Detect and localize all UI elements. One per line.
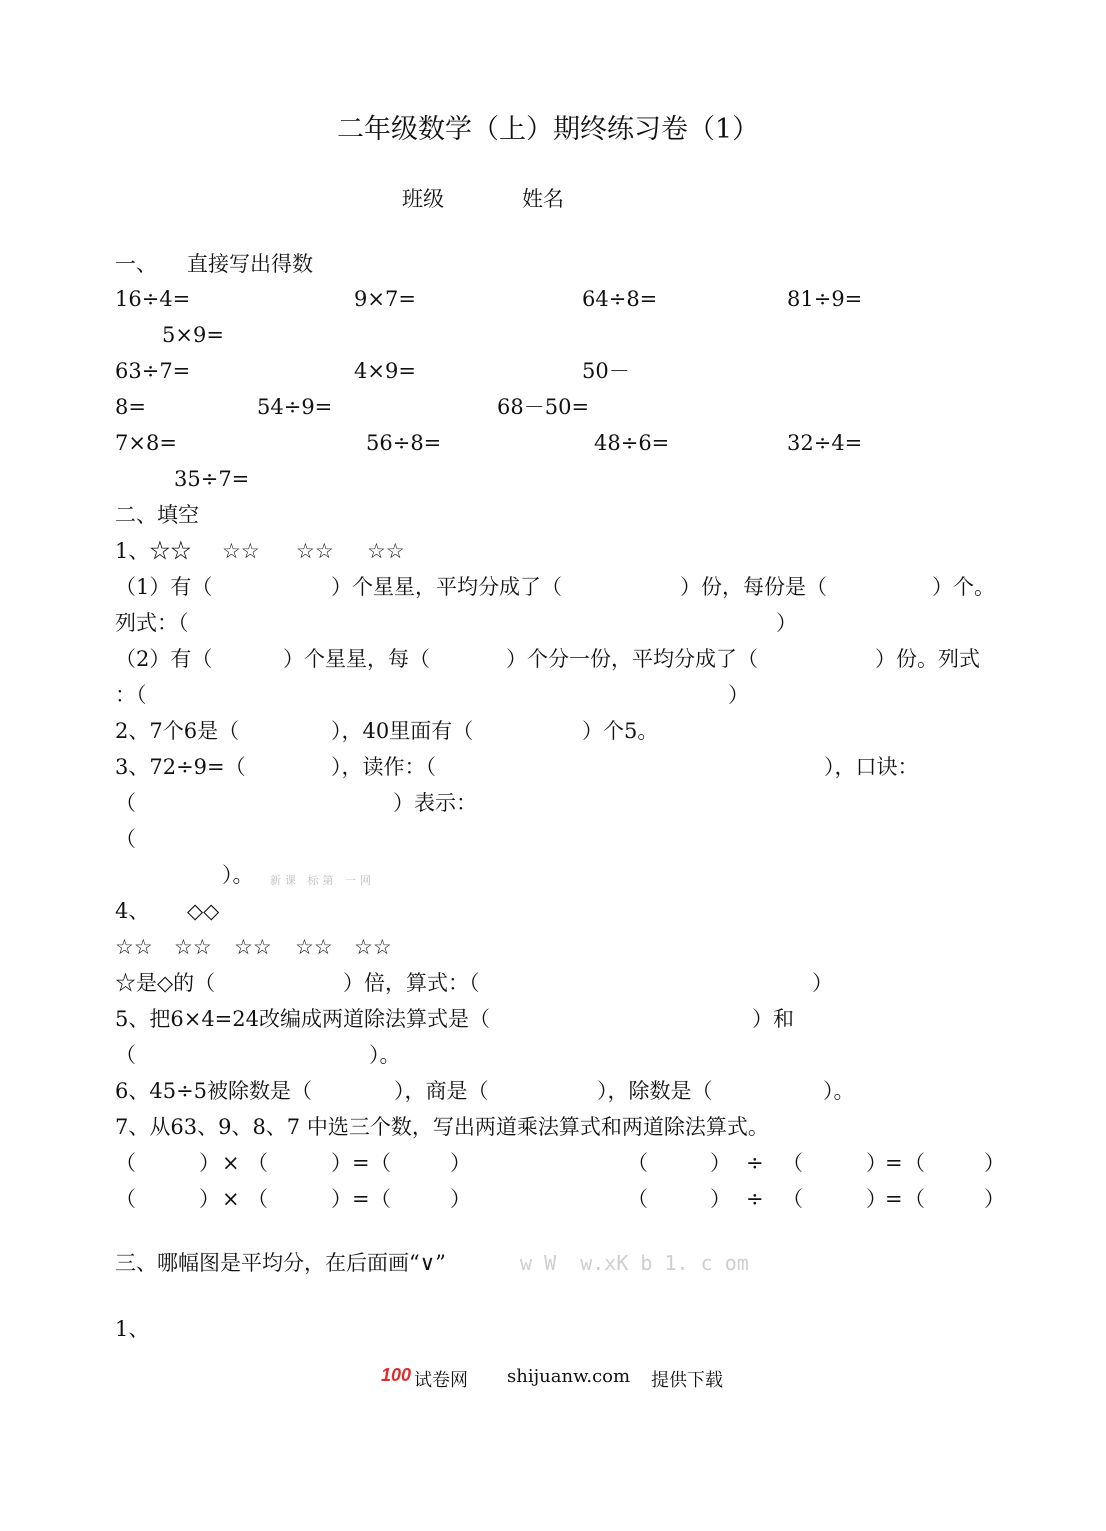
calc-item: 8= — [115, 395, 146, 419]
q4-text: ☆是◇的（ — [115, 971, 216, 995]
q3-text: ），口诀： — [824, 755, 919, 779]
calc-item: 9×7= — [354, 287, 416, 311]
q1-1-formula: 列式：（ — [115, 611, 189, 635]
q7-blank: （ — [627, 1151, 648, 1175]
q7-equals: = — [885, 1187, 903, 1211]
q7-blank: （ — [115, 1187, 136, 1211]
q4-stars: ☆☆ — [115, 935, 153, 959]
q6-text: ），除数是（ — [597, 1079, 713, 1103]
section2-heading: 二、填空 — [115, 503, 199, 527]
q4-diamonds: ◇◇ — [187, 899, 220, 923]
q7-blank: （ — [782, 1187, 803, 1211]
section1-heading: 直接写出得数 — [187, 252, 313, 276]
q4-number: 4、 — [115, 899, 150, 923]
q7-blank: （ — [115, 1151, 136, 1175]
q7-blank: ） — [199, 1187, 220, 1211]
q1-2-text: ）份。列式 — [875, 647, 980, 671]
site-logo-icon: 100 — [381, 1365, 412, 1385]
q7-blank: （ — [247, 1187, 268, 1211]
q7-operator: × — [222, 1187, 240, 1211]
q7-blank: （ — [904, 1151, 925, 1175]
q7-blank: ） — [866, 1151, 887, 1175]
calc-item: 4×9= — [354, 359, 416, 383]
q1-stars: 1、☆☆ — [115, 539, 192, 563]
q1-2-formula: ） — [728, 683, 749, 707]
watermark: w W w.xK b 1. c om — [520, 1251, 749, 1275]
q7-blank: （ — [370, 1151, 391, 1175]
q7-operator: ÷ — [746, 1187, 764, 1211]
q7-blank: （ — [247, 1151, 268, 1175]
q7-blank: ） — [710, 1187, 731, 1211]
q1-1-text: （1）有（ — [115, 575, 213, 599]
calc-item: 16÷4= — [115, 287, 191, 311]
footer-domain: shijuanw.com — [507, 1366, 631, 1387]
q7-blank: ） — [450, 1187, 471, 1211]
calc-item: 56÷8= — [366, 431, 442, 455]
class-label: 班级 — [402, 187, 444, 211]
page-title: 二年级数学（上）期终练习卷（1） — [337, 114, 760, 145]
q3-text: ），读作：（ — [331, 755, 436, 779]
q5-text: （ — [115, 1043, 136, 1067]
calc-item: 48÷6= — [594, 431, 670, 455]
q7-blank: （ — [782, 1151, 803, 1175]
q6-text: ），商是（ — [394, 1079, 489, 1103]
q7-blank: ） — [331, 1151, 352, 1175]
q7-blank: （ — [370, 1187, 391, 1211]
calc-item: 5×9= — [162, 323, 224, 347]
q7-operator: × — [222, 1151, 240, 1175]
footer-site-name: 试卷网 — [414, 1370, 468, 1391]
q4-stars: ☆☆ — [234, 935, 272, 959]
q7-blank: ） — [710, 1151, 731, 1175]
q3-text: （ — [115, 791, 136, 815]
q1-1-text: ）个星星，平均分成了（ — [331, 575, 562, 599]
q2-text: 2、7个6是（ — [115, 719, 240, 743]
section3-q1: 1、 — [115, 1317, 150, 1341]
q7-equals: = — [352, 1151, 370, 1175]
q1-2-text: ）个星星，每（ — [283, 647, 430, 671]
q1-1-formula: ） — [776, 611, 797, 635]
calc-item: 50－ — [582, 359, 630, 383]
q4-stars: ☆☆ — [174, 935, 212, 959]
q6-text: 6、45÷5被除数是（ — [115, 1079, 313, 1103]
watermark-small: 新课 标第 一网 — [270, 874, 375, 887]
q5-text: ）和 — [752, 1007, 794, 1031]
calc-item: 64÷8= — [582, 287, 658, 311]
calc-item: 63÷7= — [115, 359, 191, 383]
q7-blank: ） — [984, 1187, 1005, 1211]
q1-2-text: ）个分一份，平均分成了（ — [506, 647, 758, 671]
q5-text: 5、把6×4=24改编成两道除法算式是（ — [115, 1007, 490, 1031]
calc-item: 32÷4= — [787, 431, 863, 455]
q5-text: ）。 — [369, 1043, 401, 1067]
section1-number: 一、 — [115, 252, 157, 276]
q4-stars: ☆☆ — [354, 935, 392, 959]
calc-item: 54÷9= — [257, 395, 333, 419]
q3-text: 3、72÷9=（ — [115, 755, 246, 779]
q6-text: ）。 — [823, 1079, 855, 1103]
q1-1-text: ）个。 — [932, 575, 995, 599]
q3-text: ）。 — [222, 863, 254, 887]
q1-stars: ☆☆ — [296, 539, 334, 563]
q1-stars: ☆☆ — [367, 539, 405, 563]
q1-2-formula: ：（ — [115, 683, 147, 707]
q7-blank: （ — [904, 1187, 925, 1211]
q2-text: ）个5。 — [582, 719, 659, 743]
calc-item: 7×8= — [115, 431, 177, 455]
q7-blank: ） — [984, 1151, 1005, 1175]
q7-text: 7、从63、9、8、7 中选三个数，写出两道乘法算式和两道除法算式。 — [115, 1115, 769, 1139]
q7-blank: ） — [331, 1187, 352, 1211]
q4-text: ）倍，算式：（ — [343, 971, 480, 995]
q7-blank: （ — [627, 1187, 648, 1211]
q7-equals: = — [352, 1187, 370, 1211]
q3-text: （ — [115, 827, 136, 851]
q4-text: ） — [812, 971, 833, 995]
q2-text: ），40里面有（ — [331, 719, 474, 743]
q1-2-text: （2）有（ — [115, 647, 213, 671]
q7-blank: ） — [450, 1151, 471, 1175]
q1-1-text: ）份，每份是（ — [680, 575, 827, 599]
q7-operator: ÷ — [746, 1151, 764, 1175]
q7-blank: ） — [199, 1151, 220, 1175]
q3-text: ）表示： — [393, 791, 477, 815]
calc-item: 81÷9= — [787, 287, 863, 311]
q1-stars: ☆☆ — [222, 539, 260, 563]
name-label: 姓名 — [522, 187, 564, 211]
q7-blank: ） — [866, 1187, 887, 1211]
section3-heading: 三、哪幅图是平均分，在后面画“∨” — [115, 1251, 446, 1275]
q7-equals: = — [885, 1151, 903, 1175]
q4-stars: ☆☆ — [295, 935, 333, 959]
calc-item: 35÷7= — [174, 467, 250, 491]
calc-item: 68－50= — [497, 395, 590, 419]
footer-note: 提供下载 — [651, 1370, 723, 1391]
